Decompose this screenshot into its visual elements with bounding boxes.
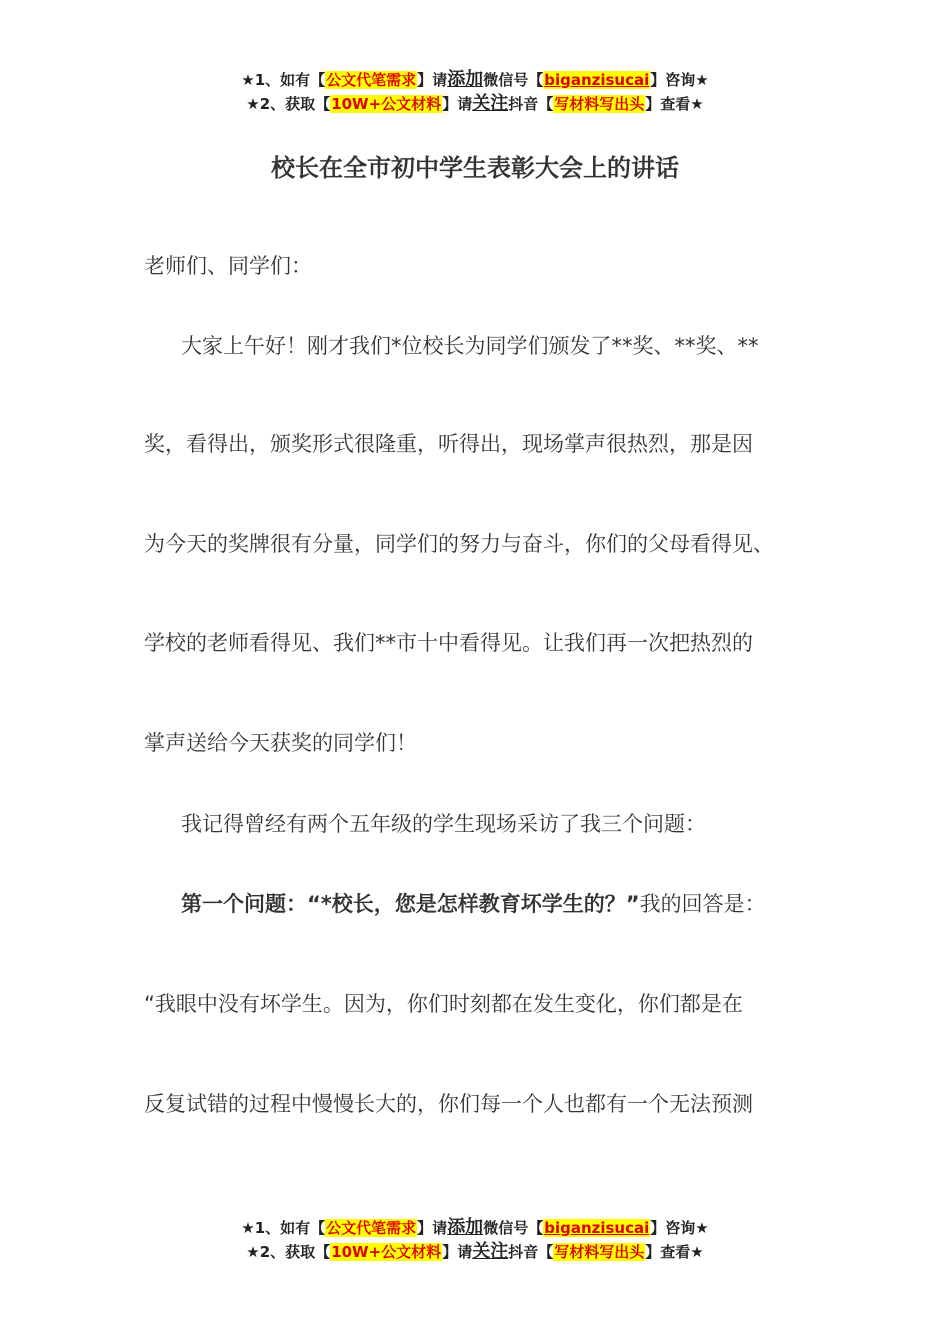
paragraph-line: “我眼中没有坏学生。因为，你们时刻都在发生变化，你们都是在: [144, 992, 743, 1016]
question-heading: 第一个问题：“*校长，您是怎样教育坏学生的？”: [181, 892, 640, 916]
wechat-id-link[interactable]: biganzisucai: [544, 1219, 650, 1237]
top-banner: [0, 68, 950, 116]
banner-highlight: 10W+公文材料: [331, 1243, 442, 1261]
banner-highlight: 公文代笔需求: [326, 71, 417, 89]
banner-line-1: ★1、如有【公文代笔需求】请添加微信号【biganzisucai】咨询★: [241, 1217, 709, 1238]
paragraph-line: 第一个问题：“*校长，您是怎样教育坏学生的？”我的回答是：: [181, 892, 766, 916]
banner-line-2: ★2、获取【10W+公文材料】请关注抖音【写材料写出头】查看★: [246, 93, 704, 114]
greeting: 老师们、同学们：: [144, 254, 312, 278]
paragraph-line: 学校的老师看得见、我们**市十中看得见。让我们再一次把热烈的: [144, 631, 753, 655]
wechat-id-link[interactable]: biganzisucai: [544, 71, 650, 89]
douyin-account: 写材料写出头: [554, 95, 645, 113]
banner-highlight: 10W+公文材料: [331, 95, 442, 113]
banner-line-2: ★2、获取【10W+公文材料】请关注抖音【写材料写出头】查看★: [246, 1241, 704, 1262]
paragraph-line: 掌声送给今天获奖的同学们！: [144, 731, 417, 755]
paragraph-line: 大家上午好！刚才我们*位校长为同学们颁发了**奖、**奖、**: [181, 334, 759, 358]
paragraph-line: 奖，看得出，颁奖形式很隆重，听得出，现场掌声很热烈，那是因: [144, 432, 753, 456]
banner-line-1: ★1、如有【公文代笔需求】请添加微信号【biganzisucai】咨询★: [241, 69, 709, 90]
paragraph-line: 我记得曾经有两个五年级的学生现场采访了我三个问题：: [181, 812, 706, 836]
paragraph-line: 为今天的奖牌很有分量，同学们的努力与奋斗，你们的父母看得见、: [144, 532, 774, 556]
document-title: 校长在全市初中学生表彰大会上的讲话: [271, 154, 679, 182]
banner-highlight: 公文代笔需求: [326, 1219, 417, 1237]
bottom-banner: [0, 1216, 950, 1264]
douyin-account: 写材料写出头: [554, 1243, 645, 1261]
paragraph-line: 反复试错的过程中慢慢长大的，你们每一个人也都有一个无法预测: [144, 1092, 753, 1116]
